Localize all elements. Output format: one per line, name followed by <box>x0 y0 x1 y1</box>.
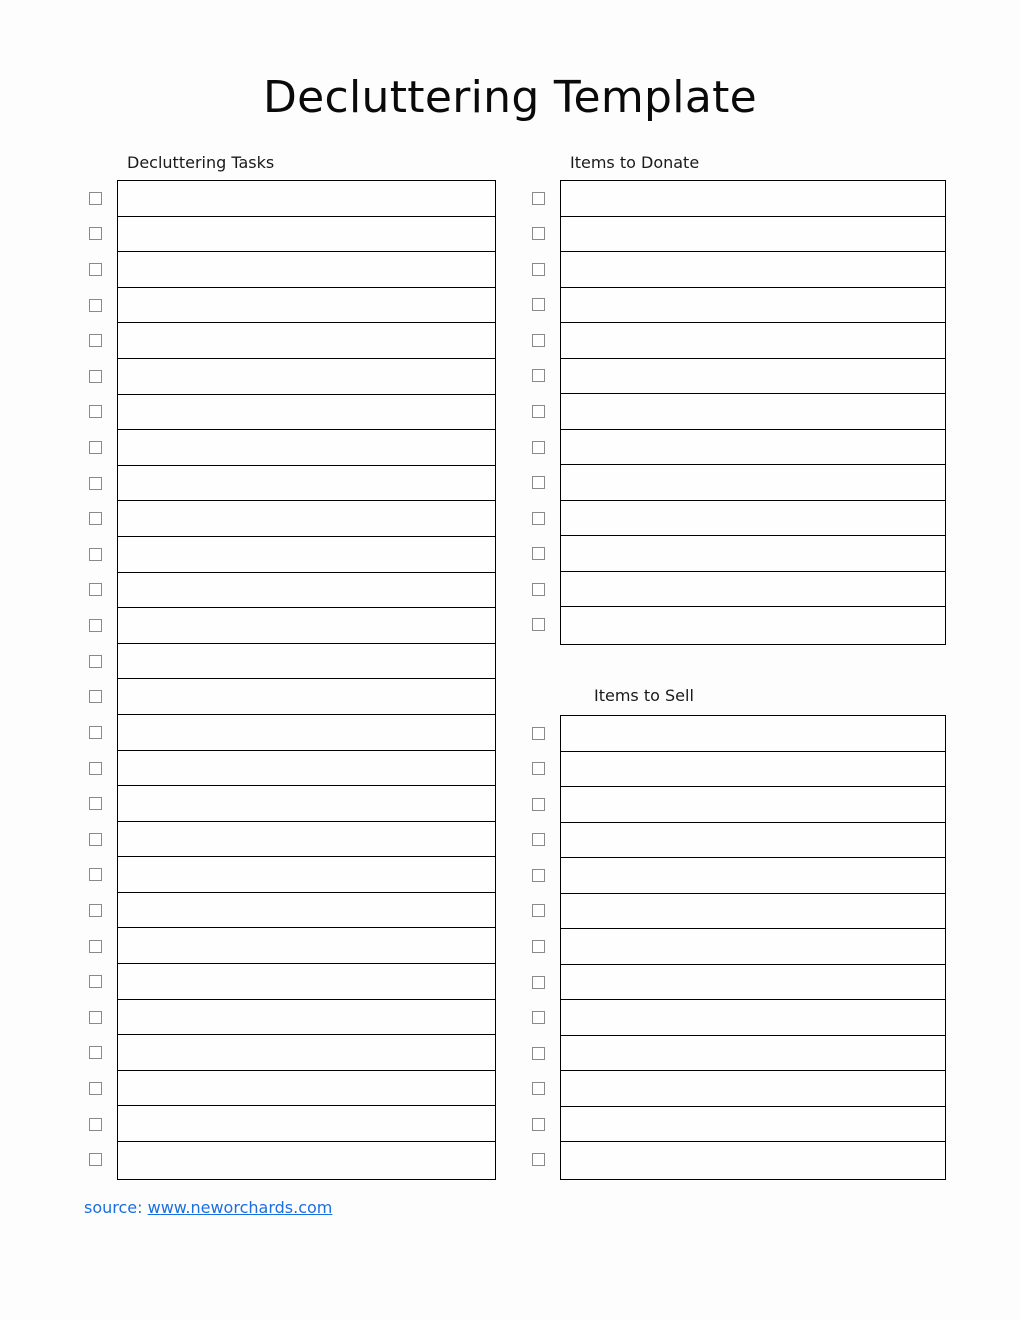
tasks-entry-field[interactable] <box>118 359 495 395</box>
tasks-entry-field[interactable] <box>118 252 495 288</box>
checkbox-icon[interactable] <box>89 512 102 525</box>
tasks-entry-field[interactable] <box>118 608 495 644</box>
checkbox-icon[interactable] <box>532 904 545 917</box>
sell-table <box>560 715 946 1180</box>
checkbox-icon[interactable] <box>89 868 102 881</box>
tasks-entry-field[interactable] <box>118 181 495 217</box>
tasks-entry-field[interactable] <box>118 537 495 573</box>
checkbox-icon[interactable] <box>89 405 102 418</box>
checkbox-icon[interactable] <box>532 798 545 811</box>
checkbox-icon[interactable] <box>89 441 102 454</box>
checkbox-icon[interactable] <box>89 975 102 988</box>
tasks-entry-field[interactable] <box>118 786 495 822</box>
tasks-entry-field[interactable] <box>118 501 495 537</box>
donate-entry-field[interactable] <box>561 217 945 253</box>
checkbox-icon[interactable] <box>532 369 545 382</box>
tasks-entry-field[interactable] <box>118 893 495 929</box>
donate-entry-field[interactable] <box>561 430 945 466</box>
checkbox-icon[interactable] <box>532 869 545 882</box>
donate-entry-field[interactable] <box>561 394 945 430</box>
sell-entry-field[interactable] <box>561 752 945 788</box>
checkbox-icon[interactable] <box>89 1153 102 1166</box>
checkbox-icon[interactable] <box>532 441 545 454</box>
donate-entry-field[interactable] <box>561 607 945 643</box>
donate-entry-field[interactable] <box>561 572 945 608</box>
tasks-entry-field[interactable] <box>118 964 495 1000</box>
checkbox-icon[interactable] <box>532 1047 545 1060</box>
tasks-entry-field[interactable] <box>118 715 495 751</box>
checkbox-icon[interactable] <box>532 940 545 953</box>
checkbox-icon[interactable] <box>532 1118 545 1131</box>
sell-entry-field[interactable] <box>561 823 945 859</box>
checkbox-icon[interactable] <box>532 1153 545 1166</box>
tasks-entry-field[interactable] <box>118 822 495 858</box>
sell-entry-field[interactable] <box>561 965 945 1001</box>
checkbox-icon[interactable] <box>532 618 545 631</box>
donate-entry-field[interactable] <box>561 465 945 501</box>
section-label-donate: Items to Donate <box>570 153 700 172</box>
tasks-entry-field[interactable] <box>118 857 495 893</box>
donate-entry-field[interactable] <box>561 181 945 217</box>
tasks-entry-field[interactable] <box>118 323 495 359</box>
sell-entry-field[interactable] <box>561 1107 945 1143</box>
section-label-tasks: Decluttering Tasks <box>127 153 275 172</box>
checkbox-icon[interactable] <box>532 405 545 418</box>
checkbox-icon[interactable] <box>532 1011 545 1024</box>
checkbox-icon[interactable] <box>89 192 102 205</box>
sell-entry-field[interactable] <box>561 929 945 965</box>
tasks-entry-field[interactable] <box>118 928 495 964</box>
checkbox-icon[interactable] <box>89 690 102 703</box>
checkbox-icon[interactable] <box>532 762 545 775</box>
checkbox-icon[interactable] <box>532 512 545 525</box>
source-link[interactable]: www.neworchards.com <box>147 1198 333 1217</box>
donate-entry-field[interactable] <box>561 288 945 324</box>
checkbox-icon[interactable] <box>89 299 102 312</box>
checkbox-icon[interactable] <box>89 1082 102 1095</box>
checkbox-icon[interactable] <box>89 833 102 846</box>
tasks-entry-field[interactable] <box>118 679 495 715</box>
donate-entry-field[interactable] <box>561 252 945 288</box>
checkbox-icon[interactable] <box>89 1118 102 1131</box>
checkbox-icon[interactable] <box>89 583 102 596</box>
checkbox-icon[interactable] <box>89 263 102 276</box>
checkbox-icon[interactable] <box>89 477 102 490</box>
checkbox-icon[interactable] <box>89 655 102 668</box>
sell-entry-field[interactable] <box>561 894 945 930</box>
sell-entry-field[interactable] <box>561 1000 945 1036</box>
tasks-entry-field[interactable] <box>118 751 495 787</box>
checkbox-icon[interactable] <box>89 334 102 347</box>
sell-entry-field[interactable] <box>561 858 945 894</box>
tasks-entry-field[interactable] <box>118 1142 495 1178</box>
tasks-entry-field[interactable] <box>118 288 495 324</box>
tasks-entry-field[interactable] <box>118 1106 495 1142</box>
tasks-entry-field[interactable] <box>118 1000 495 1036</box>
donate-entry-field[interactable] <box>561 323 945 359</box>
sell-entry-field[interactable] <box>561 787 945 823</box>
checkbox-icon[interactable] <box>532 976 545 989</box>
donate-entry-field[interactable] <box>561 359 945 395</box>
checkbox-icon[interactable] <box>89 548 102 561</box>
sell-entry-field[interactable] <box>561 716 945 752</box>
checkbox-icon[interactable] <box>89 726 102 739</box>
checkbox-icon[interactable] <box>89 904 102 917</box>
sell-entry-field[interactable] <box>561 1036 945 1072</box>
sell-entry-field[interactable] <box>561 1071 945 1107</box>
donate-entry-field[interactable] <box>561 536 945 572</box>
checkbox-icon[interactable] <box>532 263 545 276</box>
checkbox-icon[interactable] <box>89 619 102 632</box>
checkbox-icon[interactable] <box>532 298 545 311</box>
checkbox-icon[interactable] <box>532 833 545 846</box>
checkbox-icon[interactable] <box>89 227 102 240</box>
donate-entry-field[interactable] <box>561 501 945 537</box>
checkbox-icon[interactable] <box>89 1011 102 1024</box>
checkbox-icon[interactable] <box>89 797 102 810</box>
tasks-entry-field[interactable] <box>118 1071 495 1107</box>
checkbox-icon[interactable] <box>89 1046 102 1059</box>
donate-table <box>560 180 946 645</box>
tasks-entry-field[interactable] <box>118 217 495 253</box>
checkbox-icon[interactable] <box>532 583 545 596</box>
tasks-table <box>117 180 496 1180</box>
section-label-sell: Items to Sell <box>594 686 694 705</box>
checkbox-icon[interactable] <box>532 727 545 740</box>
checkbox-icon[interactable] <box>532 192 545 205</box>
checkbox-icon[interactable] <box>532 547 545 560</box>
source-credit <box>84 1198 332 1217</box>
tasks-entry-field[interactable] <box>118 573 495 609</box>
checkbox-icon[interactable] <box>532 334 545 347</box>
checkbox-icon[interactable] <box>532 476 545 489</box>
tasks-entry-field[interactable] <box>118 395 495 431</box>
page-title: Decluttering Template <box>262 72 758 123</box>
checkbox-icon[interactable] <box>532 1082 545 1095</box>
tasks-entry-field[interactable] <box>118 430 495 466</box>
tasks-entry-field[interactable] <box>118 466 495 502</box>
sell-entry-field[interactable] <box>561 1142 945 1178</box>
source-prefix: source: <box>84 1198 148 1217</box>
checkbox-icon[interactable] <box>89 940 102 953</box>
tasks-entry-field[interactable] <box>118 644 495 680</box>
tasks-entry-field[interactable] <box>118 1035 495 1071</box>
checkbox-icon[interactable] <box>89 762 102 775</box>
checkbox-icon[interactable] <box>89 370 102 383</box>
checkbox-icon[interactable] <box>532 227 545 240</box>
